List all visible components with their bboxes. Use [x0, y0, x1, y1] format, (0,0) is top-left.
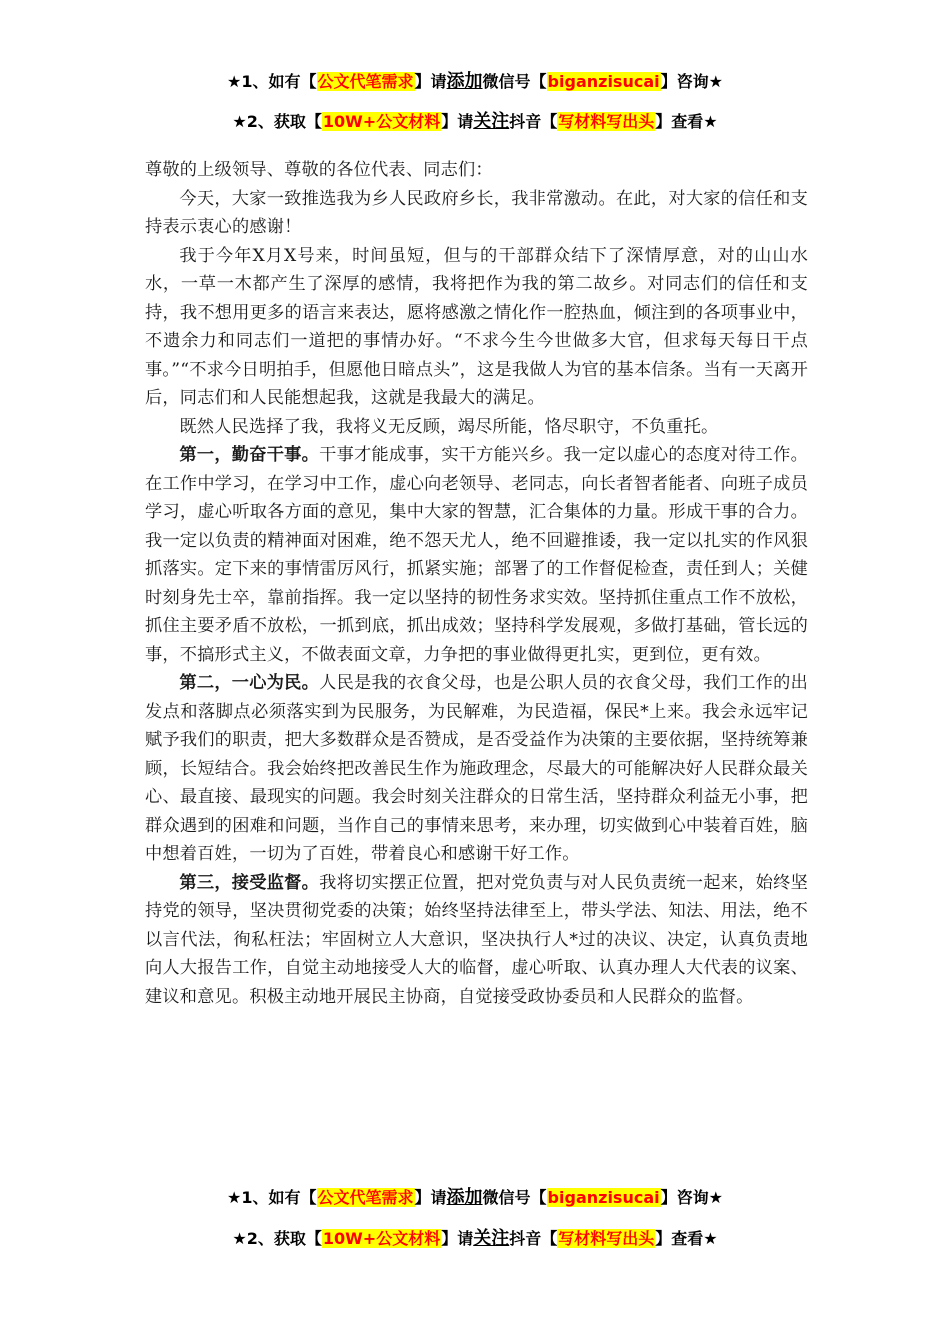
top-banner-line-2: [0, 110, 950, 134]
banner-text: 微信号【: [482, 1188, 547, 1207]
banner-suffix: 】查看★: [655, 1229, 718, 1248]
banner-text: 抖音【: [509, 112, 558, 131]
section-text: 我将切实摆正位置，把对党负责与对人民负责统一起来，始终坚持党的领导，坚决贯彻党委的决策；始终坚持法律至上，带头学法、知法、用法，绝不以言代法，徇私枉法；牢固树立人大意识，坚决执行人*过的决议、决定，认真负责地向人大报告工作，自觉主动地接受人大的临督，虚心听取、认真办理人大代表的议案、建议和意见。积极主动地开展民主协商，自觉接受政协委员和人民群众的监督。: [145, 872, 808, 1007]
paragraph: 既然人民选择了我，我将义无反顾，竭尽所能，恪尽职守，不负重托。: [179, 416, 719, 437]
salutation: 尊敬的上级领导、尊敬的各位代表、同志们：: [145, 160, 493, 180]
banner-prefix: ★1、如有【: [227, 72, 317, 91]
document-body: [145, 156, 808, 1011]
paragraph: 今天，大家一致推选我为乡人民政府乡长，我非常激动。在此，对大家的信任和支持表示衷心的感谢！: [145, 188, 808, 237]
section-third: [145, 869, 808, 1012]
section-text: 人民是我的衣食父母，也是公职人员的衣食父母，我们工作的出发点和落脚点必须落实到为民服务，为民解难，为民造福，保民*上来。我会永远牢记赋予我们的职责，把大多数群众是否赞成，是否受益作为决策的主要依据，坚持统筹兼顾，长短结合。我会始终把改善民生作为施政理念，尽最大的可能解决好人民群众最关心、最直接、最现实的问题。我会时刻关注群众的日常生活，坚持群众利益无小事，把群众遇到的困难和问题，当作自己的事情来思考，来办理，切实做到心中装着百姓，脑中想着百姓，一切为了百姓，带着良心和感谢干好工作。: [145, 673, 808, 864]
banner-text: 】请: [414, 72, 447, 91]
top-banner-line-1: [0, 70, 950, 94]
banner-prefix: ★1、如有【: [227, 1188, 317, 1207]
banner-emphasis: 添加: [446, 1187, 483, 1208]
section-second: [145, 669, 808, 869]
banner-highlight: biganzisucai: [547, 72, 660, 91]
banner-highlight: 写材料写出头: [558, 1229, 655, 1248]
banner-emphasis: 关注: [473, 111, 510, 132]
banner-highlight: 公文代笔需求: [317, 72, 414, 91]
bottom-banner-line-2: [0, 1227, 950, 1251]
section-text: 干事才能成事，实干方能兴乡。我一定以虚心的态度对待工作。在工作中学习，在学习中工作，虚心向老领导、老同志，向长者智者能者、向班子成员学习，虚心听取各方面的意见，集中大家的智慧，汇合集体的力量。形成干事的合力。我一定以负责的精神面对困难，绝不怨天尤人，绝不回避推诿，我一定以扎实的作风狠抓落实。定下来的事情雷厉风行，抓紧实施；部署了的工作督促检查，责任到人；关健时刻身先士卒，靠前指挥。我一定以坚持的韧性务求实效。坚持抓住重点工作不放松，抓住主要矛盾不放松，一抓到底，抓出成效；坚持科学发展观，多做打基础，管长远的事，不搞形式主义，不做表面文章，力争把的事业做得更扎实，更到位，更有效。: [145, 445, 808, 665]
banner-text: 】请: [441, 112, 474, 131]
section-heading: 第二，一心为民。: [179, 673, 320, 693]
banner-highlight: 写材料写出头: [558, 112, 655, 131]
banner-text: 】请: [441, 1229, 474, 1248]
section-first: [145, 441, 808, 669]
banner-prefix: ★2、获取【: [232, 1229, 322, 1248]
banner-highlight: 公文代笔需求: [317, 1188, 414, 1207]
banner-suffix: 】咨询★: [660, 72, 723, 91]
banner-suffix: 】咨询★: [660, 1188, 723, 1207]
banner-emphasis: 关注: [473, 1228, 510, 1249]
banner-emphasis: 添加: [446, 71, 483, 92]
banner-text: 抖音【: [509, 1229, 558, 1248]
section-heading: 第一，勤奋干事。: [179, 445, 320, 465]
section-heading: 第三，接受监督。: [179, 872, 320, 893]
banner-highlight: 10W+公文材料: [322, 112, 441, 131]
bottom-banner-line-1: [0, 1186, 950, 1210]
banner-highlight: biganzisucai: [547, 1188, 660, 1207]
banner-text: 】请: [414, 1188, 447, 1207]
banner-text: 微信号【: [482, 72, 547, 91]
banner-suffix: 】查看★: [655, 112, 718, 131]
banner-highlight: 10W+公文材料: [322, 1229, 441, 1248]
banner-prefix: ★2、获取【: [232, 112, 322, 131]
paragraph: 我于今年X月X号来，时间虽短，但与的干部群众结下了深情厚意，对的山山水水，一草一木都产生了深厚的感情，我将把作为我的第二故乡。对同志们的信任和支持，我不想用更多的语言来表达，愿将感激之情化作一腔热血，倾注到的各项事业中，不遗余力和同志们一道把的事情办好。“不求今生今世做多大官，但求每天每日干点事。”“不求今日明拍手，但愿他日暗点头”，这是我做人为官的基本信条。当有一天离开后，同志们和人民能想起我，这就是我最大的满足。: [145, 245, 808, 408]
